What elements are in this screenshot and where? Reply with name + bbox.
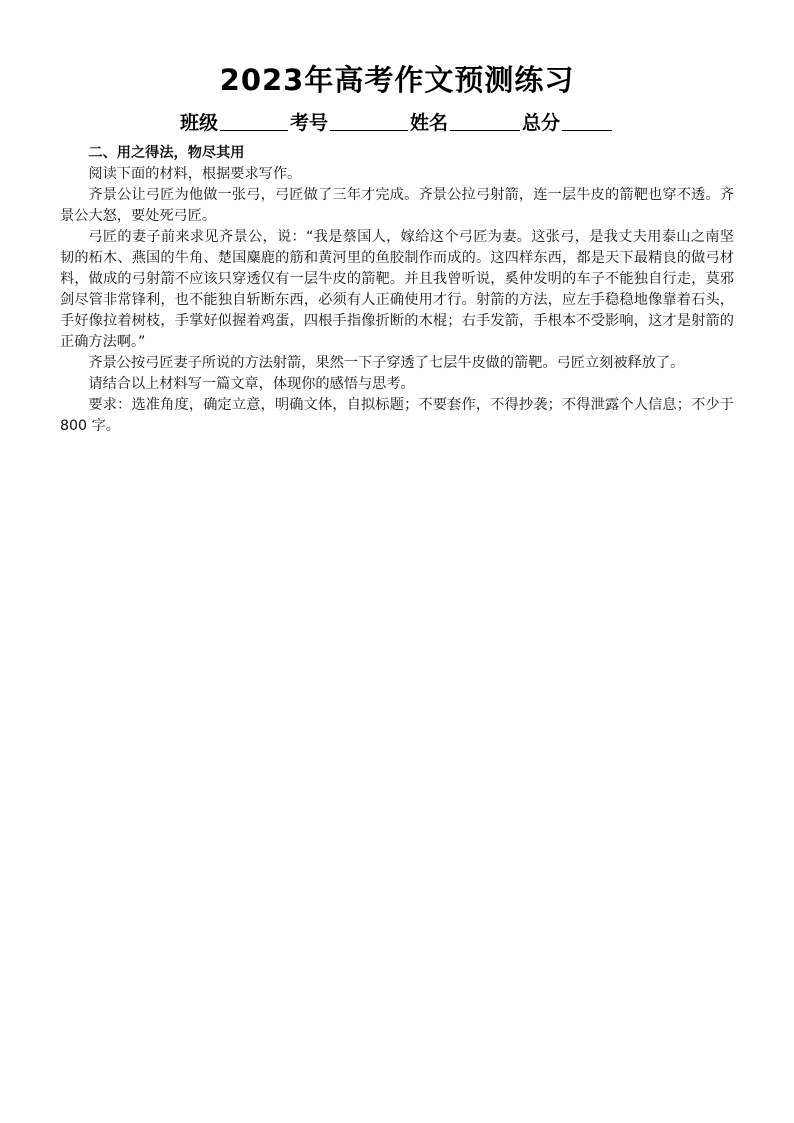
instruction-paragraph: 阅读下面的材料，根据要求写作。 bbox=[88, 166, 302, 182]
section-heading: 二、用之得法，物尽其用 bbox=[88, 145, 245, 161]
story-paragraph-1: 齐景公让弓匠为他做一张弓，弓匠做了三年才完成。齐景公拉弓射箭，连一层牛皮的箭靶也穿不透。齐景公大怒，要处死弓匠。 bbox=[60, 187, 734, 224]
score-blank bbox=[562, 110, 612, 131]
story-paragraph-3: 齐景公按弓匠妻子所说的方法射箭，果然一下子穿透了七层牛皮做的箭靶。弓匠立刻被释放了。 bbox=[88, 355, 685, 371]
class-blank bbox=[220, 110, 288, 131]
story-paragraph-2: 弓匠的妻子前来求见齐景公，说：“我是蔡国人，嫁给这个弓匠为妻。这张弓，是我丈夫用泰山之南坚韧的柘木、燕国的牛角、楚国麋鹿的筋和黄河里的鱼胶制作而成的。这四样东西，都是天下最精良的做弓材料，做成的弓射箭不应该只穿透仅有一层牛皮的箭靶。并且我曾听说，奚仲发明的车子不能独自行走，莫邪剑尽管非常锋利，也不能独自斩断东西，必须有人正确使用才行。射箭的方法，应左手稳稳地像靠着石头，手好像拉着树枝，手掌好似握着鸡蛋，四根手指像折断的木棍；右手发箭，手根本不受影响，这才是射箭的正确方法啊。” bbox=[60, 229, 734, 350]
document-title: 2023年高考作文预测练习 bbox=[219, 63, 575, 97]
writing-requirements: 要求：选准角度，确定立意，明确文体，自拟标题；不要套作，不得抄袭；不得泄露个人信息；不少于 800 字。 bbox=[60, 397, 734, 434]
writing-prompt: 请结合以上材料写一篇文章，体现你的感悟与思考。 bbox=[88, 376, 415, 392]
class-label: 班级 bbox=[179, 112, 218, 134]
student-info-line bbox=[0, 108, 794, 138]
name-blank bbox=[450, 110, 520, 131]
exam-number-label: 考号 bbox=[289, 112, 328, 134]
document-body bbox=[60, 143, 734, 437]
exam-number-blank bbox=[330, 110, 408, 131]
name-label: 姓名 bbox=[410, 112, 449, 134]
score-label: 总分 bbox=[522, 112, 561, 134]
